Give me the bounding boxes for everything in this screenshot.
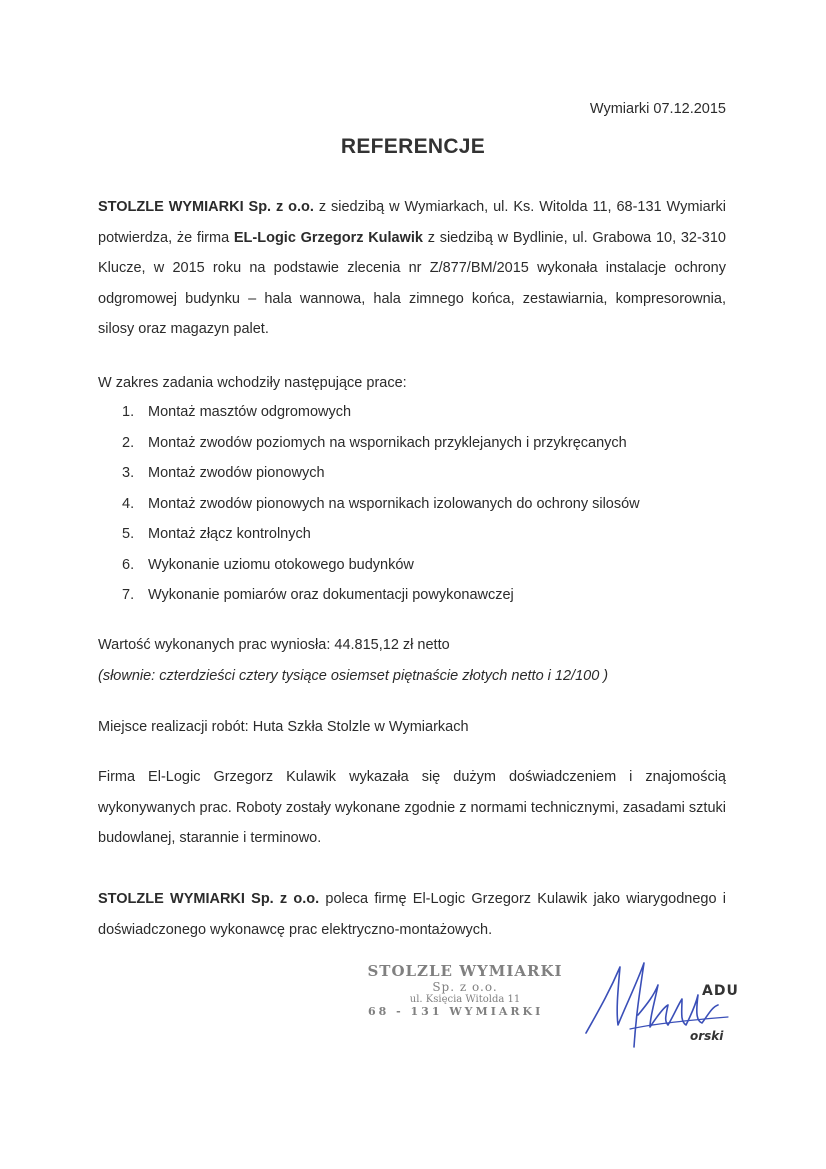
document-title: REFERENCJE <box>340 135 486 158</box>
stamp-line-1: STOLZLE WYMIARKI <box>367 962 563 980</box>
list-item: 1. Montaż masztów odgromowych <box>122 404 352 420</box>
signature-stamp-name: orski <box>690 1029 724 1043</box>
intro-text-a: z siedzibą w Wymiarkach, ul. Ks. Witolda 11, 68-131 Wymiarki potwierdza, że firma <box>98 199 726 246</box>
signature-stamp-text: ADU <box>702 983 739 999</box>
list-item: 3. Montaż zwodów pionowych <box>122 465 325 481</box>
list-item: 2. Montaż zwodów poziomych na wspornikach przyklejanych i przykręcanych <box>122 434 627 451</box>
contract-value: Wartość wykonanych prac wyniosła: 44.815,12 zł netto <box>98 637 450 653</box>
work-location: Miejsce realizacji robót: Huta Szkła Stolzle w Wymiarkach <box>98 719 469 735</box>
company-stamp <box>360 962 570 1018</box>
task-list <box>122 397 640 611</box>
stamp-line-4: 68 - 131 WYMIARKI <box>368 1005 544 1018</box>
recommendation-paragraph <box>98 884 726 945</box>
company-name: STOLZLE WYMIARKI Sp. z o.o. <box>98 199 314 215</box>
scope-heading: W zakres zadania wchodziły następujące prace: <box>98 375 407 391</box>
stamp-line-2: Sp. z o.o. <box>432 980 498 994</box>
recommendation-text: poleca firmę El-Logic Grzegorz Kulawik jako wiarygodnego i doświadczonego wykonawcę prac elektryczno-montażowych. <box>98 891 726 938</box>
company-name: STOLZLE WYMIARKI Sp. z o.o. <box>98 891 320 907</box>
list-item: 5. Montaż złącz kontrolnych <box>122 526 311 542</box>
intro-paragraph <box>98 192 726 345</box>
intro-text-b: z siedzibą w Bydlinie, ul. Grabowa 10, 32-310 Klucze, w 2015 roku na podstawie zlecenia nr Z/877/BM/2015 wykonała instalacje ochrony odgromowej budynku – hala wannowa, hala zimnego końca, zestawiarnia, kompresorownia, silosy oraz magazyn palet. <box>98 229 726 338</box>
document-date: Wymiarki 07.12.2015 <box>589 101 726 117</box>
list-item: 4. Montaż zwodów pionowych na wspornikach izolowanych do ochrony silosów <box>122 495 640 512</box>
assessment-paragraph: Firma El-Logic Grzegorz Kulawik wykazała się dużym doświadczeniem i znajomością wykonywanych prac. Roboty zostały wykonane zgodnie z normami technicznymi, zasadami sztuki budowlanej, starannie i terminowo. <box>98 769 726 847</box>
handwritten-signature <box>578 955 738 1055</box>
contractor-name: EL-Logic Grzegorz Kulawik <box>233 229 423 246</box>
contract-value-words: (słownie: czterdzieści cztery tysiące osiemset piętnaście złotych netto i 12/100 ) <box>98 668 609 684</box>
list-item: 7. Wykonanie pomiarów oraz dokumentacji powykonawczej <box>122 587 514 603</box>
stamp-line-3: ul. Księcia Witolda 11 <box>409 994 521 1005</box>
list-item: 6. Wykonanie uziomu otokowego budynków <box>122 556 414 573</box>
